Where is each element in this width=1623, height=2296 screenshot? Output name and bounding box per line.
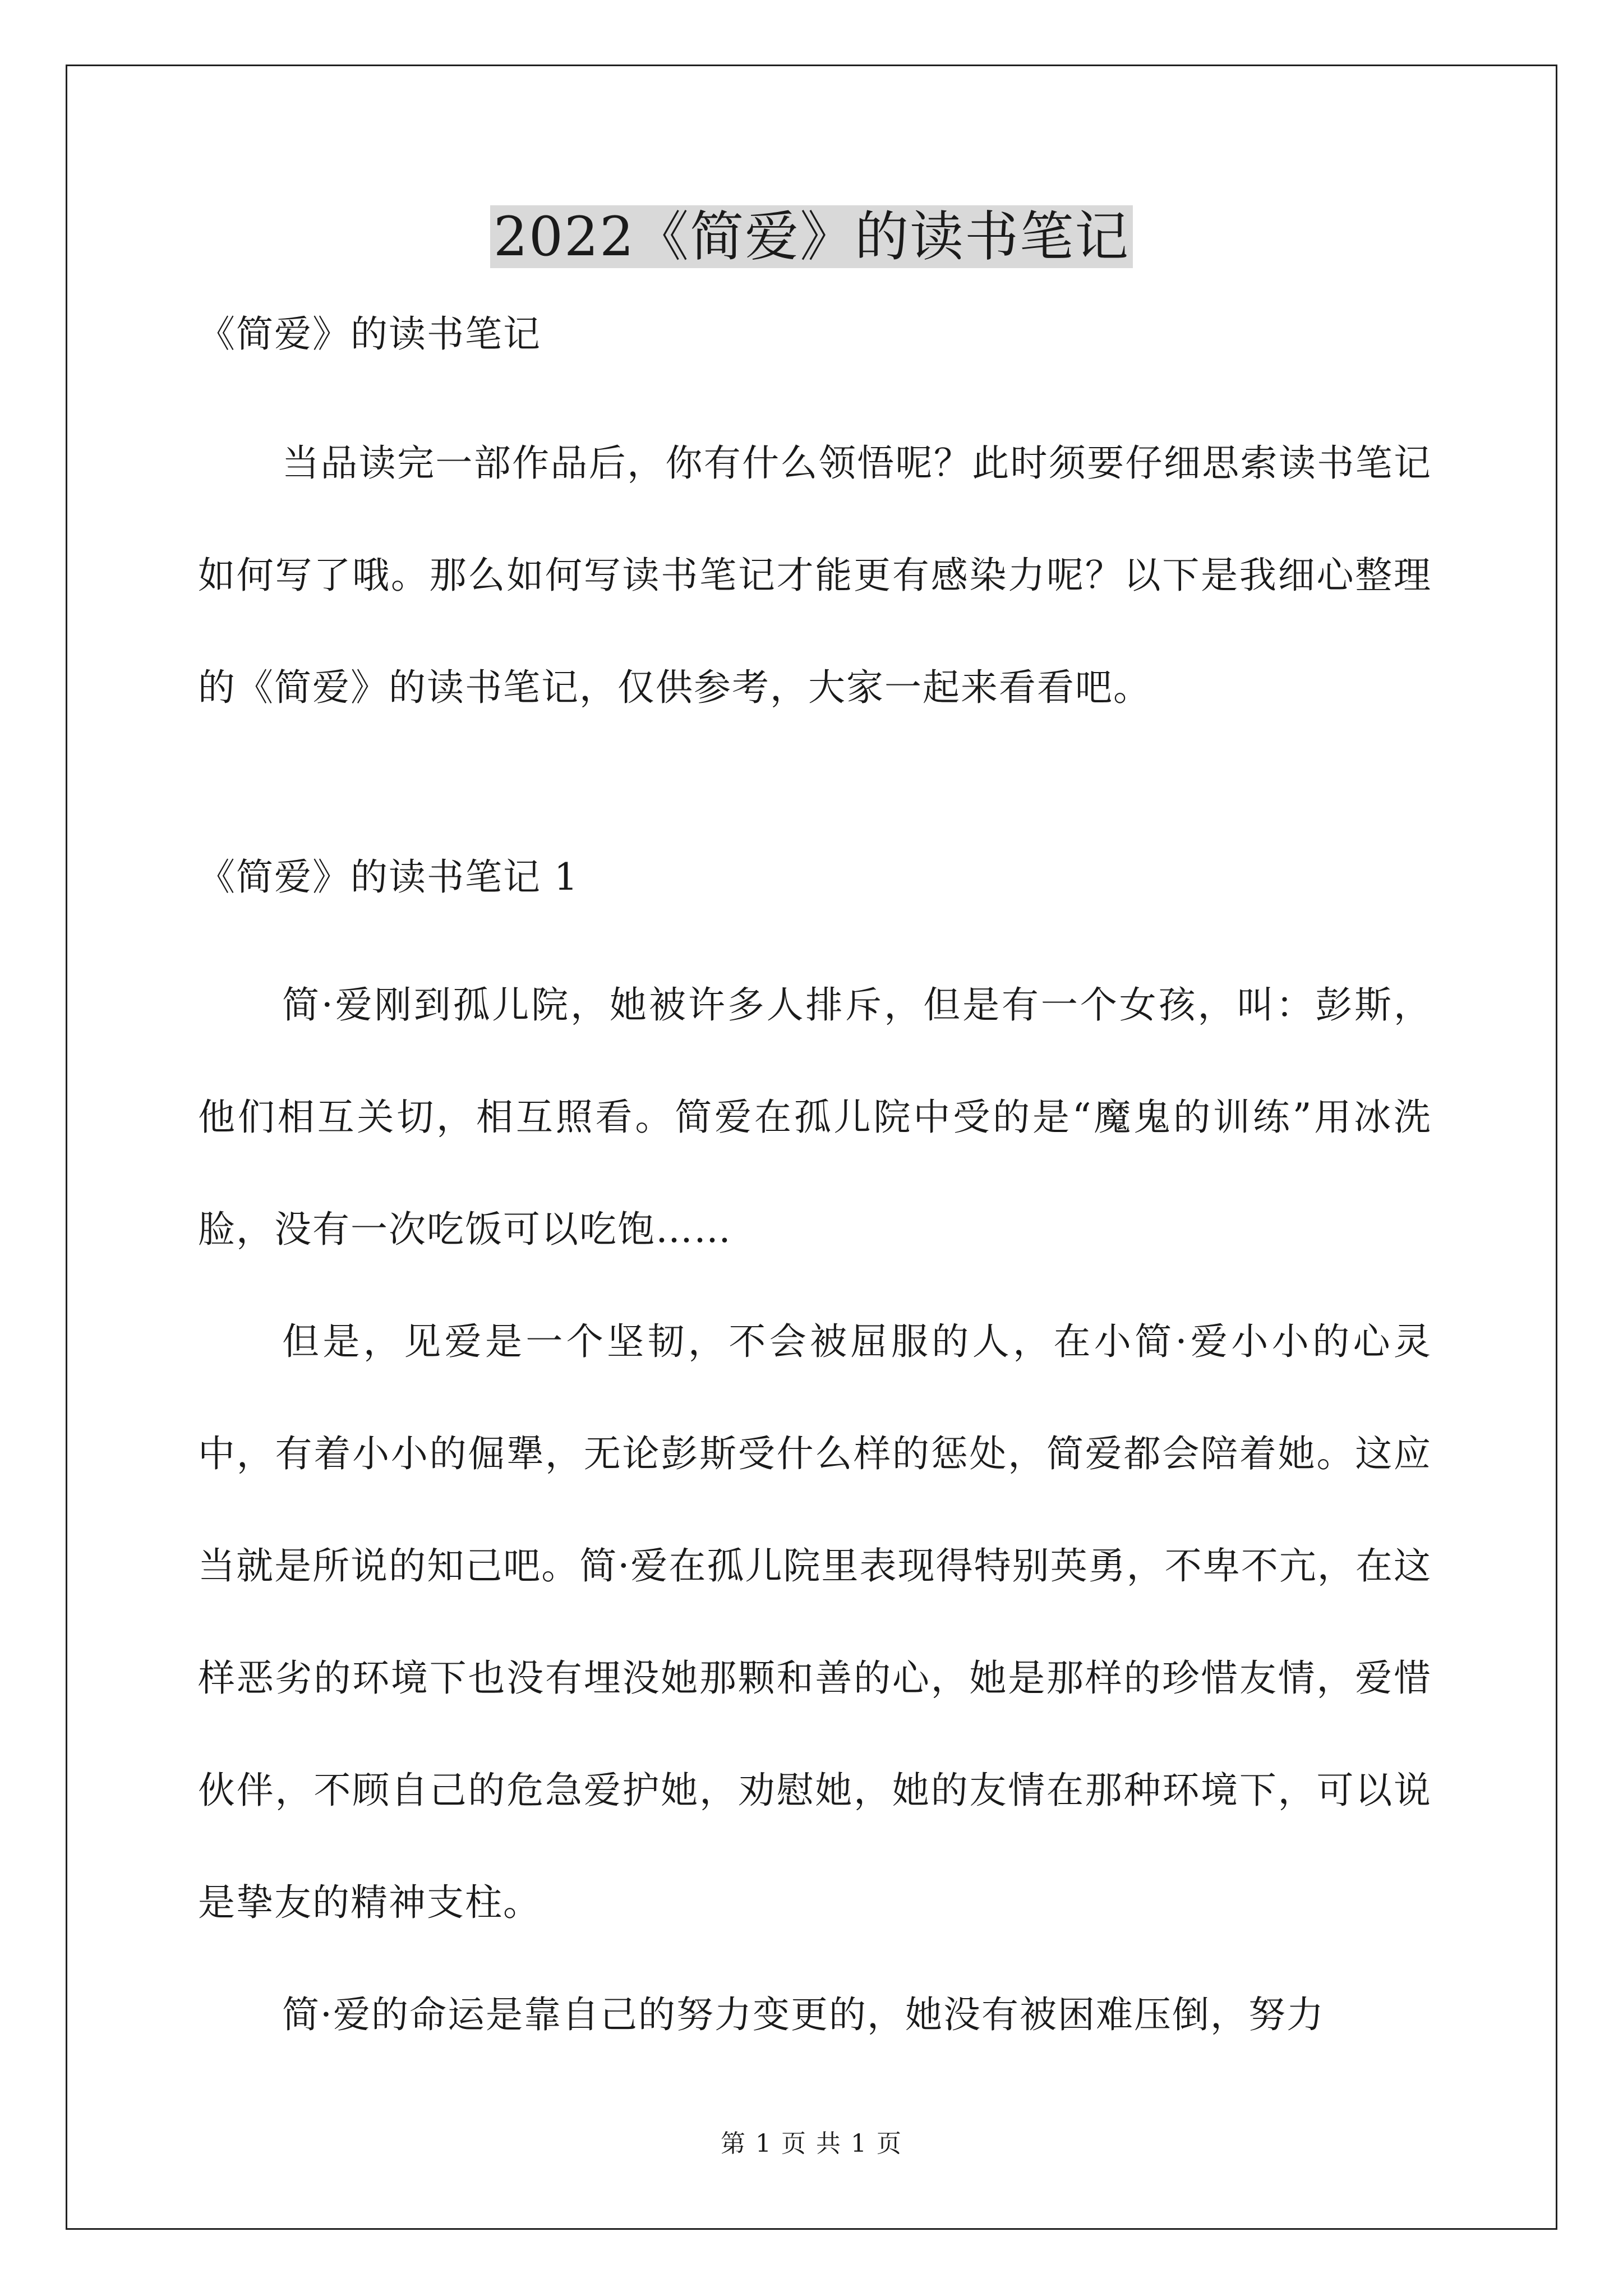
document-title: 2022《简爱》的读书笔记: [490, 205, 1133, 268]
document-body: [198, 307, 1432, 2071]
subtitle-heading: 《简爱》的读书笔记: [198, 312, 541, 356]
section-heading: 《简爱》的读书笔记 1: [198, 855, 579, 899]
body-paragraph-1: 简·爱刚到孤儿院，她被许多人排斥，但是有一个女孩，叫：彭斯，他们相互关切，相互照看。简爱在孤儿院中受的是“魔鬼的训练”用冰洗脸，没有一次吃饭可以吃饱……: [198, 983, 1432, 1251]
intro-paragraph: 当品读完一部作品后，你有什么领悟呢？此时须要仔细思索读书笔记如何写了哦。那么如何写读书笔记才能更有感染力呢？以下是我细心整理的《简爱》的读书笔记，仅供参考，大家一起来看看吧。: [198, 441, 1432, 709]
body-paragraph-3: 简·爱的命运是靠自己的努力变更的，她没有被困难压倒，努力: [282, 1993, 1325, 2036]
document-title-wrapper: [0, 197, 1623, 276]
body-paragraph-2: 但是，见爱是一个坚韧，不会被屈服的人，在小简·爱小小的心灵中，有着小小的倔犟，无论彭斯受什么样的惩处，简爱都会陪着她。这应当就是所说的知己吧。简·爱在孤儿院里表现得特别英勇，不卑不亢，在这样恶劣的环境下也没有埋没她那颗和善的心，她是那样的珍惜友情，爱惜伙伴，不顾自己的危急爱护她，劝慰她，她的友情在那种环境下，可以说是挚友的精神支柱。: [198, 1320, 1432, 1924]
page-footer: 第 1 页 共 1 页: [721, 2129, 902, 2158]
